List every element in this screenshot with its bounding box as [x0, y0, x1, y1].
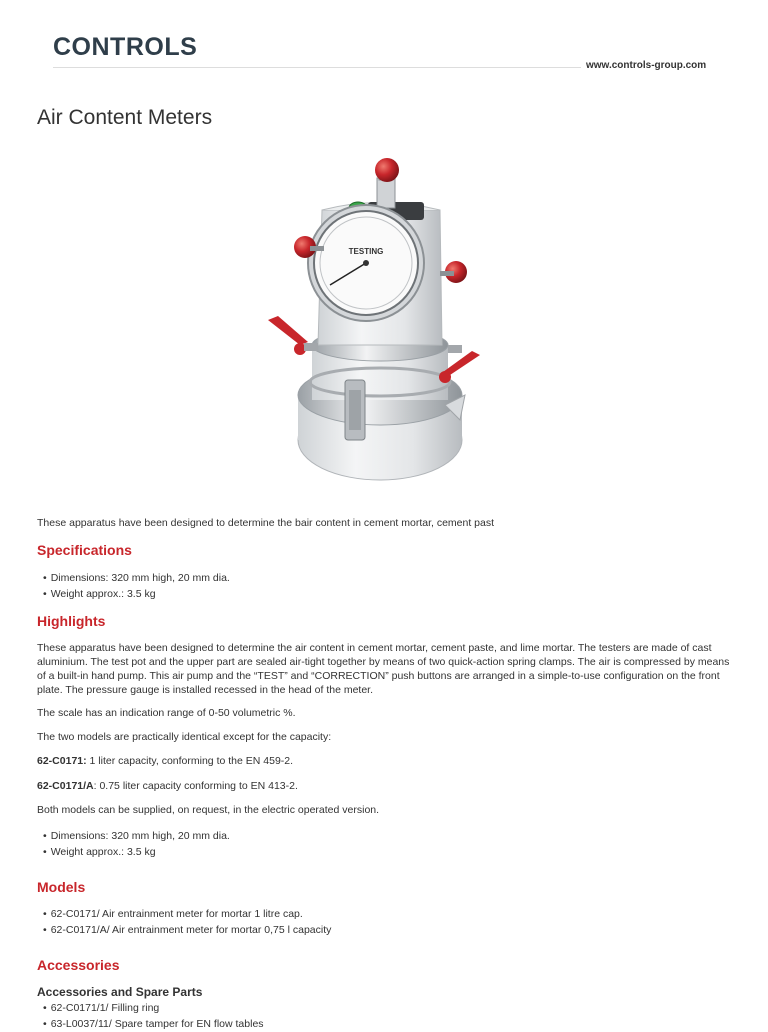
list-item: • 62-C0171/ Air entrainment meter for mortar 1 litre cap.	[43, 906, 331, 922]
list-item: • Dimensions: 320 mm high, 20 mm dia.	[43, 828, 230, 844]
specifications-list	[43, 570, 230, 602]
list-item: • 63-L0037/11/ Spare tamper for EN flow tables	[43, 1016, 264, 1032]
highlights-title: Highlights	[37, 613, 106, 629]
page-header	[0, 0, 768, 80]
model-1-code: 62-C0171:	[37, 755, 87, 767]
highlights-paragraph-1: These apparatus have been designed to determine the air content in cement mortar, cement paste, and lime mortar. The testers are made of cast aluminium. The test pot and the upper part are sealed air-tight together by means of two quick-action spring clamps. The air is compressed by means of a built-in hand pump. This air pump and the “TEST” and “CORRECTION” push buttons are arranged in a simple-to-use configuration on the front plate. The pressure gauge is installed recessed in the head of the meter.	[37, 642, 730, 696]
highlights-list	[43, 828, 230, 860]
website-link[interactable]: www.controls-group.com	[586, 60, 707, 71]
models-title: Models	[37, 879, 86, 895]
accessories-subtitle: Accessories and Spare Parts	[37, 985, 203, 999]
logo-text: CONTROLS	[53, 33, 198, 61]
model-2-code: 62-C0171/A	[37, 780, 94, 792]
list-item: • Weight approx.: 3.5 kg	[43, 586, 230, 602]
highlights-paragraph-2: The scale has an indication range of 0-50 volumetric %.	[37, 707, 296, 719]
model-2-text: : 0.75 liter capacity conforming to EN 413-2.	[93, 780, 298, 792]
model-1-line	[37, 754, 732, 768]
models-list	[43, 906, 331, 938]
accessories-title: Accessories	[37, 957, 120, 973]
gauge-brand-text: TESTING	[348, 247, 384, 256]
specifications-title: Specifications	[37, 542, 132, 558]
highlights-paragraph-3: The two models are practically identical except for the capacity:	[37, 731, 332, 743]
page-title: Air Content Meters	[37, 106, 213, 129]
model-1-text: 1 liter capacity, conforming to the EN 459-2.	[86, 755, 294, 767]
model-2-line	[37, 779, 732, 793]
list-item: • 62-C0171/1/ Filling ring	[43, 1000, 264, 1016]
list-item: • Weight approx.: 3.5 kg	[43, 844, 230, 860]
controls-logo[interactable]	[53, 33, 197, 62]
highlights-paragraph-4: Both models can be supplied, on request, in the electric operated version.	[37, 804, 380, 816]
intro-text: These apparatus have been designed to determine the bair content in cement mortar, cement past	[37, 517, 495, 529]
header-divider	[53, 67, 581, 68]
product-image	[250, 150, 570, 505]
list-item: • 62-C0171/A/ Air entrainment meter for mortar 0,75 l capacity	[43, 922, 331, 938]
accessories-list	[43, 1000, 264, 1032]
air-content-meter-illustration	[250, 150, 570, 505]
list-item: • Dimensions: 320 mm high, 20 mm dia.	[43, 570, 230, 586]
